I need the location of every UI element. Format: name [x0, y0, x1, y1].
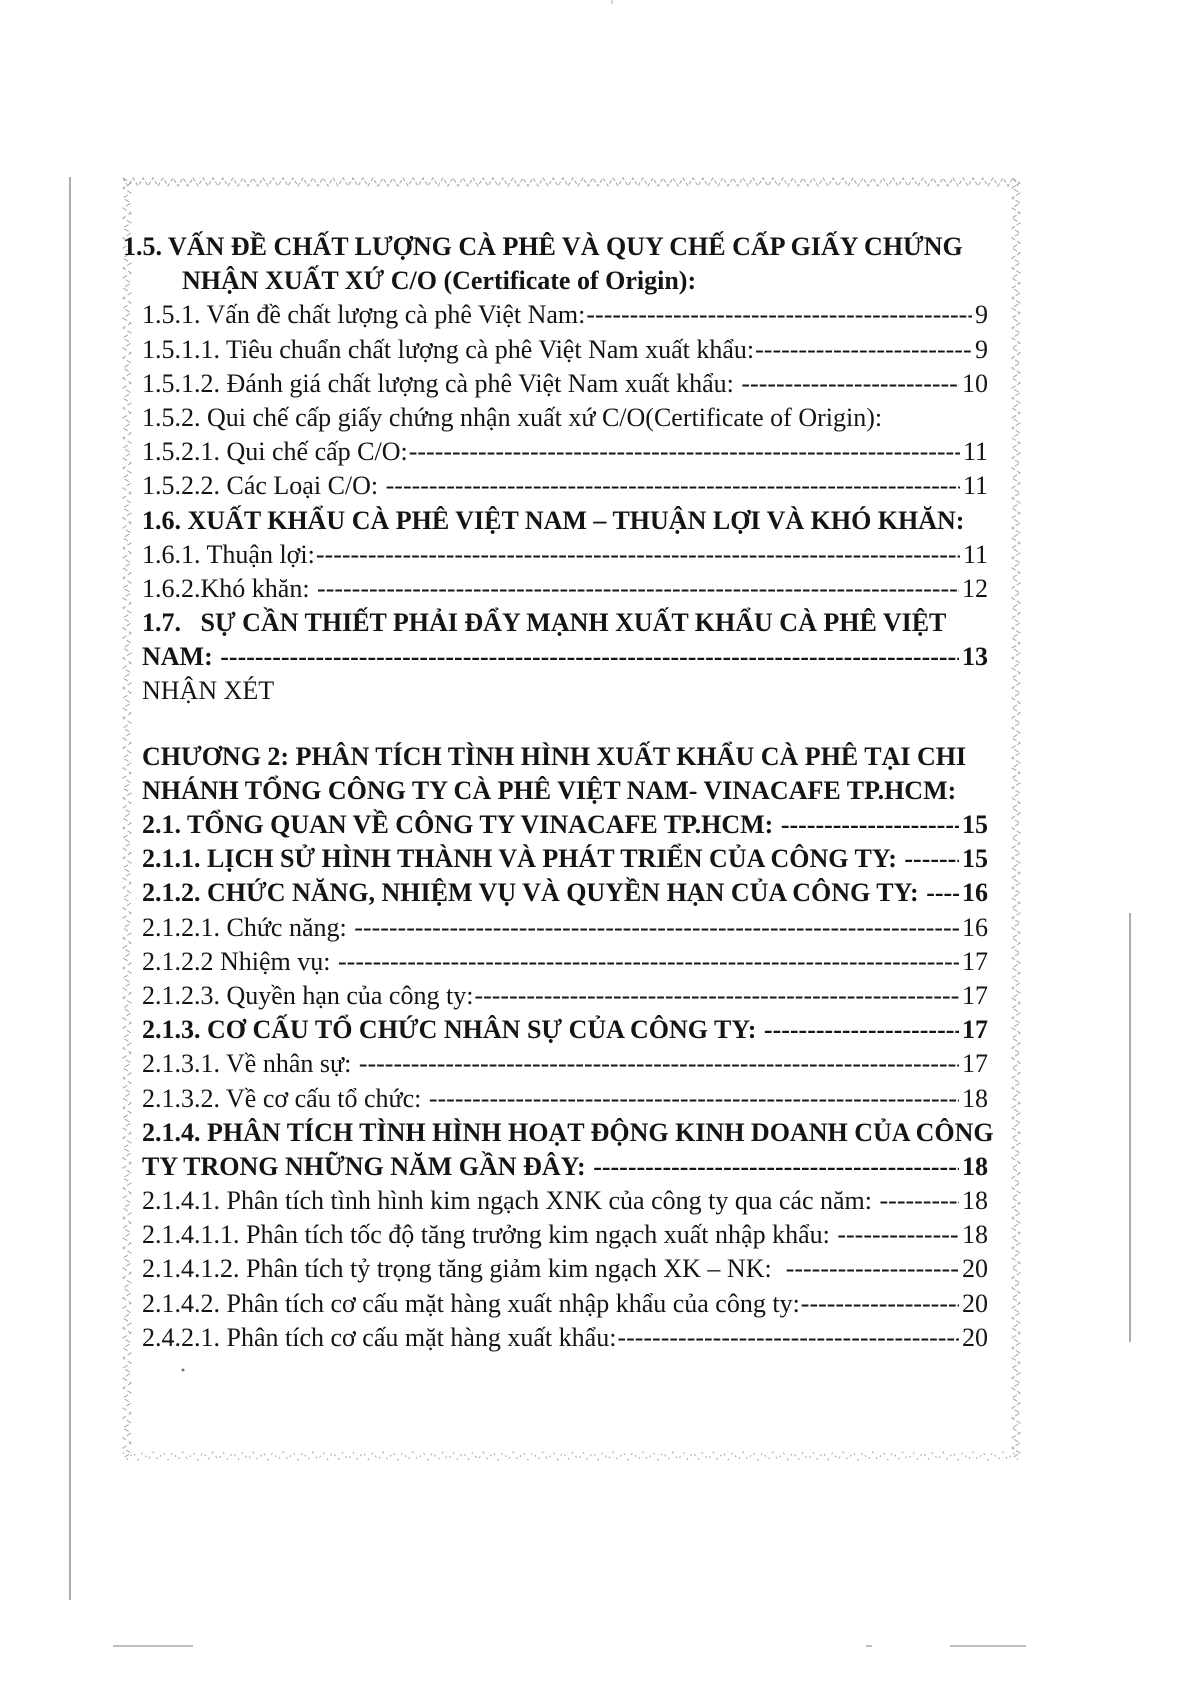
toc-dash-leader [837, 1218, 959, 1252]
toc-entry-title: NHẬN XÉT [142, 676, 275, 706]
toc-dash-leader [593, 1150, 959, 1184]
toc-dash-leader [338, 945, 959, 979]
toc-entry-title: 2.1.2. CHỨC NĂNG, NHIỆM VỤ VÀ QUYỀN HẠN CỦA CÔNG TY: [142, 878, 926, 908]
toc-page-number: 15 [962, 844, 988, 874]
toc-line [142, 674, 988, 708]
frame-border-bottom [123, 1452, 1018, 1460]
toc-page-number: 18 [962, 1151, 988, 1181]
toc-page-number: 9 [975, 300, 988, 330]
toc-entry-title: 1.5.2.1. Qui chế cấp C/O: [142, 437, 408, 467]
toc-line [142, 264, 988, 298]
toc-page-number: 13 [962, 642, 988, 672]
toc-line [142, 979, 988, 1013]
toc-line [123, 230, 988, 264]
toc-page-number: 11 [962, 437, 988, 467]
toc-page-number: 18 [962, 1083, 988, 1113]
toc-entry-title: CHƯƠNG 2: PHÂN TÍCH TÌNH HÌNH XUẤT KHẨU CÀ PHÊ TẠI CHI [142, 741, 967, 771]
toc-line [142, 740, 988, 774]
toc-dash-leader [880, 1184, 959, 1218]
toc-page-number: 20 [962, 1288, 988, 1318]
toc-dash-leader [586, 298, 972, 332]
toc-page-number: 11 [962, 539, 988, 569]
toc-dash-leader [904, 842, 959, 876]
toc-line [142, 808, 988, 842]
toc-dash-leader [409, 435, 960, 469]
toc-line [142, 606, 988, 640]
toc-entry-title: 1.7. SỰ CẦN THIẾT PHẢI ĐẨY MẠNH XUẤT KHẨU CÀ PHÊ VIỆT [142, 608, 947, 638]
toc-line [142, 1218, 988, 1252]
toc-line [142, 911, 988, 945]
toc-page-number: 11 [962, 471, 988, 501]
scan-artifact-dot [182, 1369, 185, 1372]
toc-line [142, 842, 988, 876]
toc-entry-title: 1.6.1. Thuận lợi: [142, 539, 315, 569]
toc-entry-title: 1.5.2. Qui chế cấp giấy chứng nhận xuất xứ C/O(Certificate of Origin): [142, 402, 883, 432]
toc-page-number: 17 [962, 946, 988, 976]
toc-dash-leader [317, 572, 959, 606]
toc-line [142, 945, 988, 979]
toc-line [142, 1184, 988, 1218]
toc-entry-title: 1.5.1.2. Đánh giá chất lượng cà phê Việt Nam xuất khẩu: [142, 368, 741, 398]
toc-line [142, 1321, 988, 1355]
toc-entry-title: 2.1.4.1.1. Phân tích tốc độ tăng trưởng kim ngạch xuất nhập khẩu: [142, 1220, 837, 1250]
toc-line [142, 538, 988, 572]
toc-dash-leader [764, 1013, 959, 1047]
toc-line [142, 504, 988, 538]
toc-dash-leader [617, 1321, 959, 1355]
toc-entry-title: 1.5.1. Vấn đề chất lượng cà phê Việt Nam: [142, 300, 586, 330]
toc-entry-title: 2.1.2.2 Nhiệm vụ: [142, 946, 337, 976]
toc-entry-title: 1.6. XUẤT KHẨU CÀ PHÊ VIỆT NAM – THUẬN LỢI VÀ KHÓ KHĂN: [142, 505, 965, 535]
toc-entry-title: 2.1.4. PHÂN TÍCH TÌNH HÌNH HOẠT ĐỘNG KINH DOANH CỦA CÔNG [142, 1117, 994, 1147]
toc-line [142, 1013, 988, 1047]
toc-entry-title: NAM: [142, 642, 220, 672]
toc-page-number: 17 [962, 1049, 988, 1079]
toc-entry-title: 2.1.4.1. Phân tích tình hình kim ngạch XNK của công ty qua các năm: [142, 1186, 879, 1216]
toc-entry-title: 2.1.2.1. Chức năng: [142, 912, 354, 942]
toc-line [142, 401, 988, 435]
toc-entry-title: NHẬN XUẤT XỨ C/O (Certificate of Origin): [182, 266, 697, 296]
toc-entry-title: 2.1.4.1.2. Phân tích tỷ trọng tăng giảm kim ngạch XK – NK: [142, 1254, 785, 1284]
toc-line [142, 1150, 988, 1184]
toc-line [142, 774, 988, 808]
toc-dash-leader [926, 876, 959, 910]
frame-border-left [123, 178, 131, 1458]
toc-dash-leader [755, 333, 972, 367]
toc-dash-leader [474, 979, 959, 1013]
toc-entry-title: 1.5.1.1. Tiêu chuẩn chất lượng cà phê Việt Nam xuất khẩu: [142, 334, 755, 364]
frame-border-right [1012, 178, 1020, 1458]
frame-border-top [123, 178, 1018, 186]
toc-line [142, 1082, 988, 1116]
toc-dash-leader [386, 469, 960, 503]
toc-dash-leader [781, 808, 959, 842]
toc-entry-title: 2.1. TỔNG QUAN VỀ CÔNG TY VINACAFE TP.HCM: [142, 810, 780, 839]
toc-line [142, 640, 988, 674]
table-of-contents [123, 230, 994, 1355]
toc-line [142, 572, 988, 606]
toc-page-number: 10 [962, 368, 988, 398]
toc-page-number: 20 [962, 1322, 988, 1352]
toc-line [142, 1047, 988, 1081]
toc-entry-title: 2.1.2.3. Quyền hạn của công ty: [142, 980, 474, 1010]
toc-dash-leader [220, 640, 959, 674]
toc-dash-leader [786, 1252, 959, 1286]
toc-entry-title: 1.5. VẤN ĐỀ CHẤT LƯỢNG CÀ PHÊ VÀ QUY CHẾ CẤP GIẤY CHỨNG [123, 232, 963, 261]
toc-page-number: 18 [962, 1186, 988, 1216]
toc-page-number: 20 [962, 1254, 988, 1284]
toc-line [142, 1116, 994, 1150]
toc-line [142, 1287, 988, 1321]
toc-entry-title: 1.6.2.Khó khăn: [142, 573, 317, 603]
toc-entry-title: 2.1.3.2. Về cơ cấu tổ chức: [142, 1083, 428, 1113]
toc-dash-leader [741, 367, 959, 401]
toc-dash-leader [354, 911, 959, 945]
toc-entry-title: 2.1.4.2. Phân tích cơ cấu mặt hàng xuất nhập khẩu của công ty: [142, 1288, 800, 1318]
toc-entry-title: 1.5.2.2. Các Loại C/O: [142, 471, 385, 501]
toc-page-number: 15 [962, 810, 988, 839]
toc-entry-title: 2.4.2.1. Phân tích cơ cấu mặt hàng xuất khẩu: [142, 1322, 617, 1352]
toc-line [142, 1252, 988, 1286]
toc-line [142, 876, 988, 910]
toc-entry-title: NHÁNH TỔNG CÔNG TY CÀ PHÊ VIỆT NAM- VINACAFE TP.HCM: [142, 775, 957, 805]
toc-line [142, 435, 988, 469]
toc-dash-leader [429, 1082, 959, 1116]
toc-page-number: 18 [962, 1220, 988, 1250]
toc-line [142, 469, 988, 503]
toc-page-number: 17 [962, 1015, 988, 1045]
toc-line [142, 298, 988, 332]
toc-dash-leader [801, 1287, 959, 1321]
toc-entry-title: 2.1.1. LỊCH SỬ HÌNH THÀNH VÀ PHÁT TRIỂN CỦA CÔNG TY: [142, 844, 904, 874]
toc-entry-title: TY TRONG NHỮNG NĂM GẦN ĐÂY: [142, 1151, 593, 1181]
toc-page-number: 12 [962, 573, 988, 603]
toc-page-number: 16 [962, 878, 988, 908]
toc-dash-leader [359, 1047, 959, 1081]
toc-page-number: 17 [962, 980, 988, 1010]
toc-entry-title: 2.1.3.1. Về nhân sự: [142, 1049, 358, 1079]
toc-page-number: 16 [962, 912, 988, 942]
toc-dash-leader [316, 538, 960, 572]
toc-page-number: 9 [975, 334, 988, 364]
toc-line [142, 367, 988, 401]
toc-line [142, 333, 988, 367]
toc-entry-title: 2.1.3. CƠ CẤU TỔ CHỨC NHÂN SỰ CỦA CÔNG TY: [142, 1015, 763, 1045]
